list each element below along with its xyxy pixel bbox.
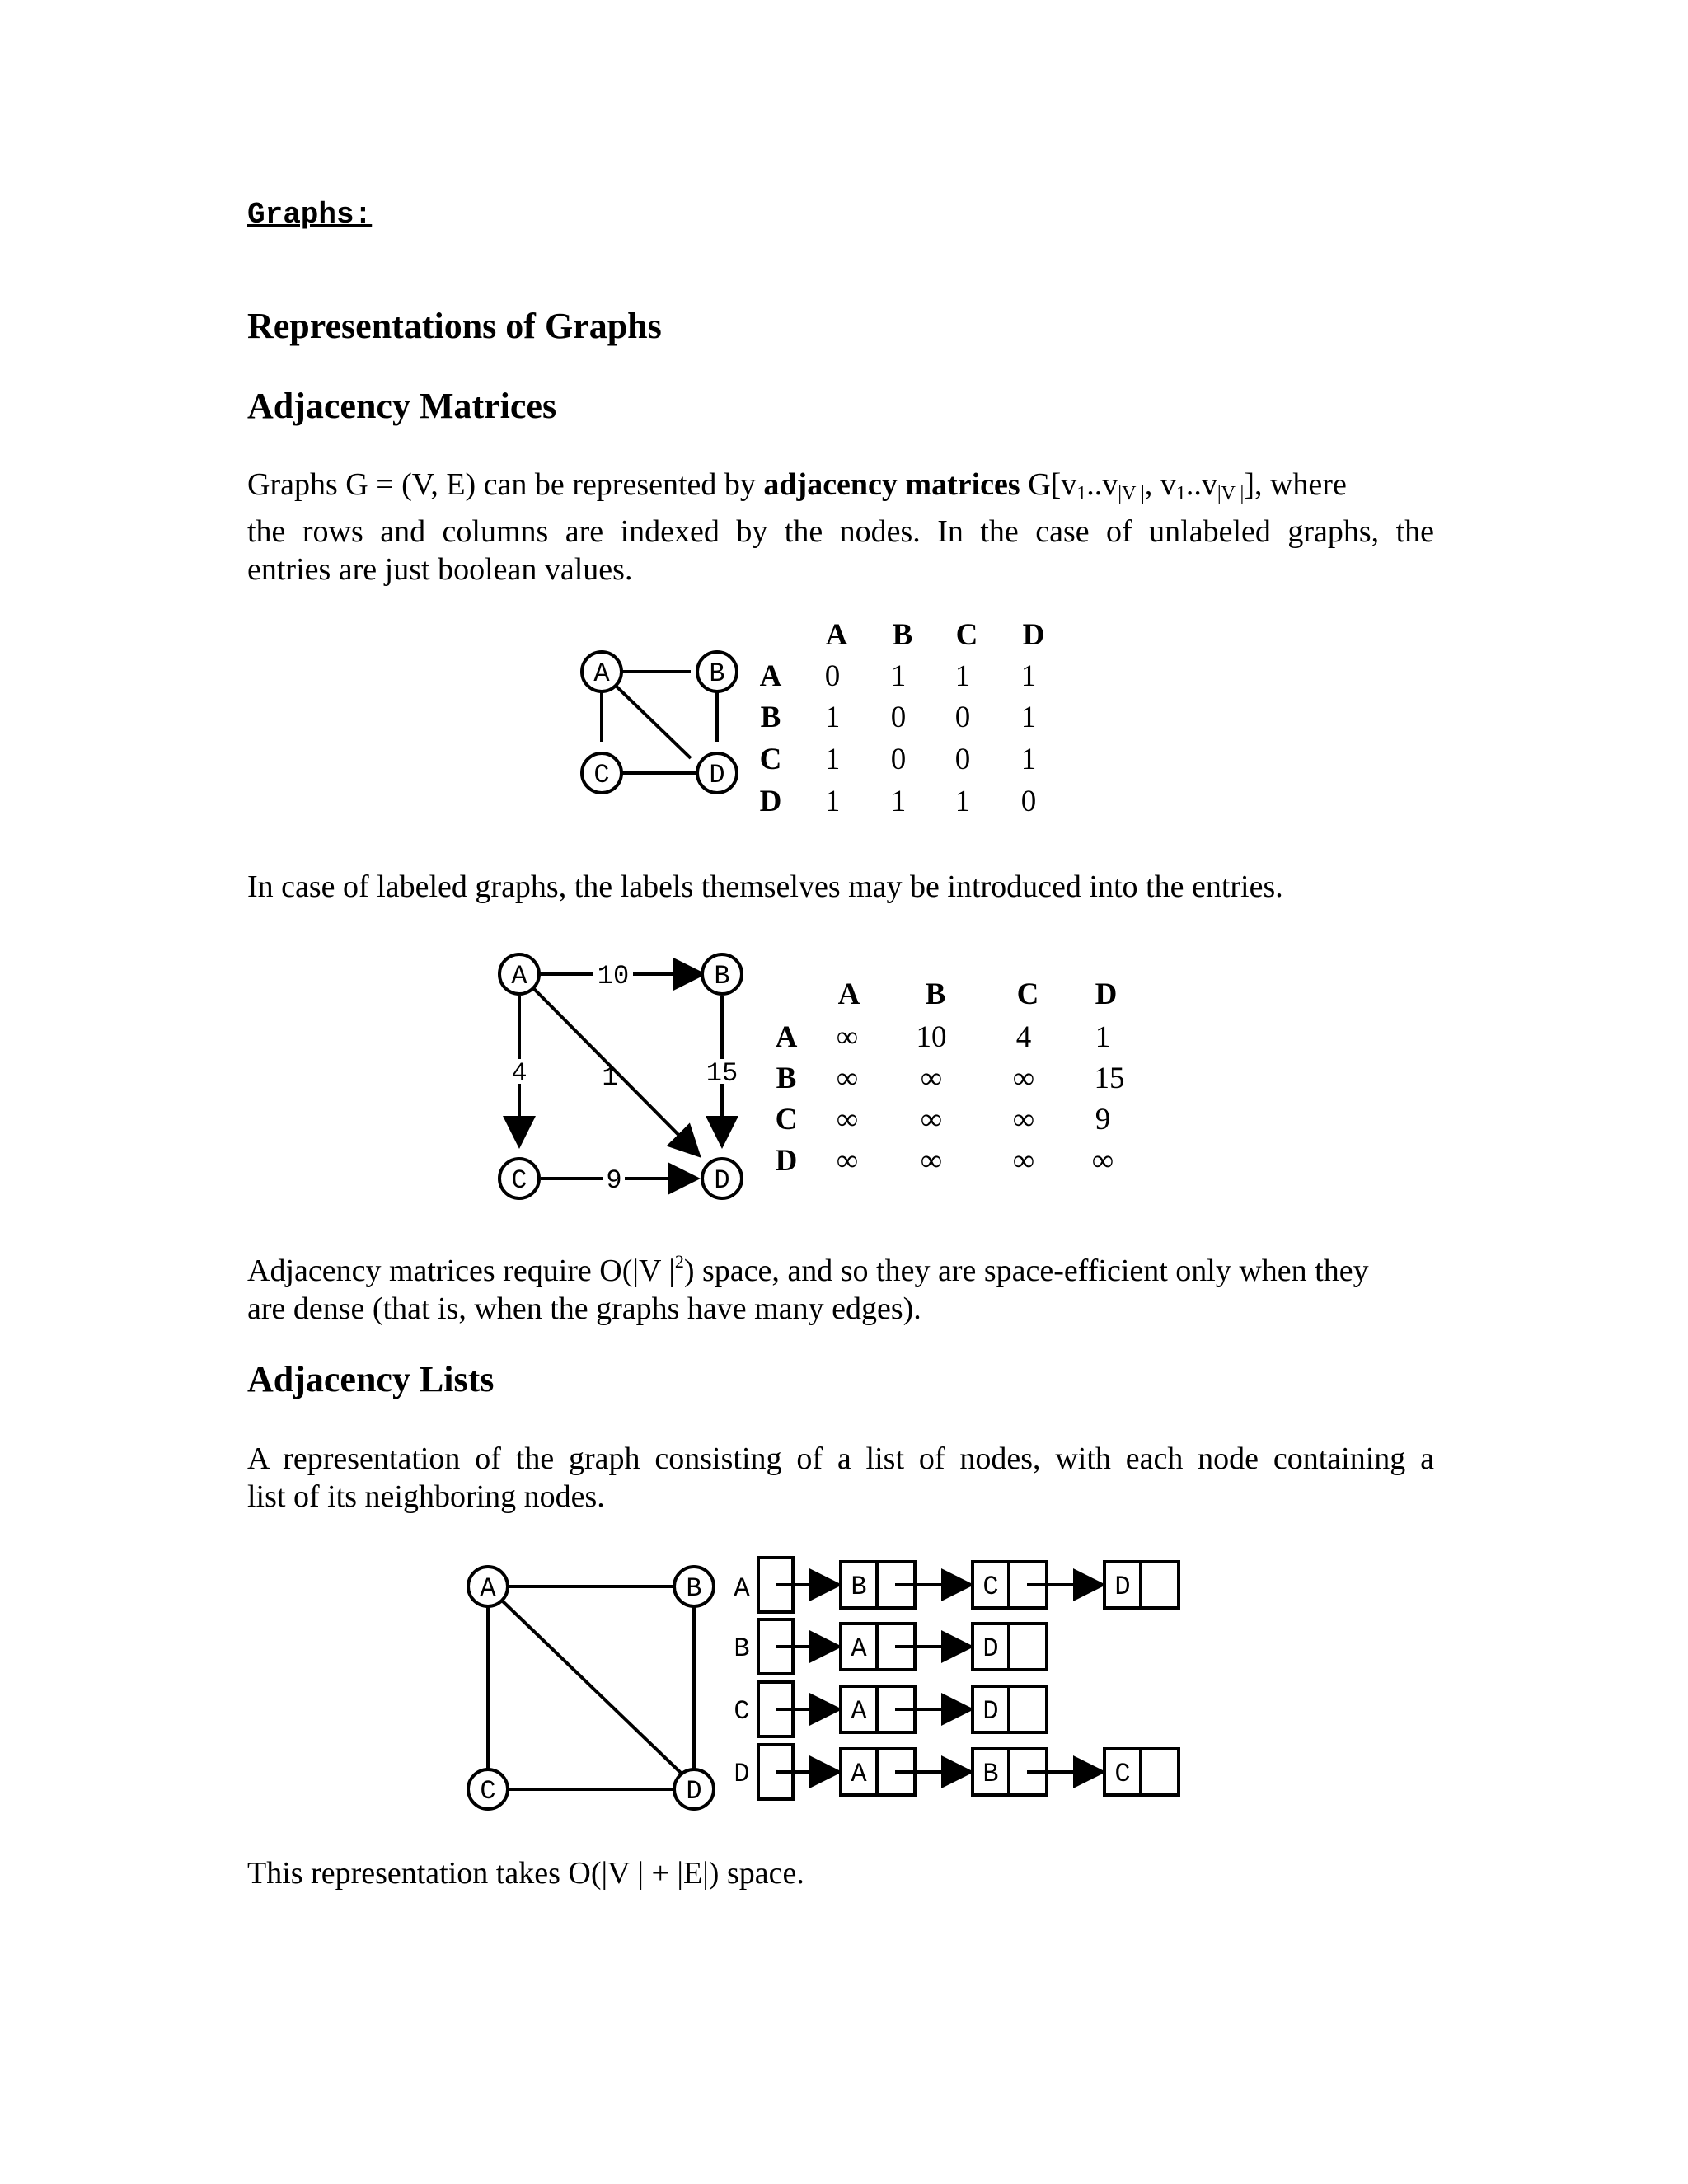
- paragraph-adjacency-matrices: [247, 466, 1434, 588]
- matrix-row-header: C: [775, 1103, 798, 1137]
- matrix-row-header: D: [759, 785, 782, 818]
- subsection-heading-adjacency-lists: Adjacency Lists: [247, 1359, 495, 1399]
- matrix-cell: ∞: [836, 1062, 859, 1095]
- para4-line1: A representation of the graph consisting of a list of nodes, with each node containing a: [247, 1441, 1434, 1476]
- matrix-cell: 1: [954, 659, 971, 693]
- node-label: C: [480, 1776, 496, 1807]
- node-label: C: [511, 1165, 528, 1196]
- graph-undirected: [468, 1567, 714, 1809]
- matrix-col-header: D: [1022, 618, 1045, 652]
- list-node-label: D: [982, 1633, 999, 1664]
- matrix-col-header: B: [892, 618, 913, 652]
- edge-label: 10: [597, 961, 630, 991]
- matrix-cell: ∞: [836, 1144, 859, 1178]
- matrix-cell: 1: [890, 659, 907, 693]
- list-node-label: D: [1114, 1572, 1131, 1602]
- para1-line2: the rows and columns are indexed by the nodes. In the case of unlabeled graphs, the: [247, 514, 1434, 549]
- node-label: A: [593, 658, 610, 689]
- matrix-cell: ∞: [1012, 1103, 1035, 1137]
- term-adjacency-matrices: adjacency matrices: [763, 467, 1020, 502]
- matrix-cell: ∞: [1012, 1144, 1035, 1178]
- matrix-cell: 0: [954, 701, 971, 734]
- edge-a-d: [503, 1601, 682, 1774]
- paragraph-adjacency-lists: [247, 1440, 1434, 1516]
- matrix-row-header: B: [776, 1062, 797, 1095]
- matrix-row-header: A: [759, 659, 782, 693]
- list-row-label: A: [734, 1573, 750, 1604]
- edge-label: 15: [706, 1058, 738, 1089]
- matrix-col-header: A: [825, 618, 848, 652]
- list-node-label: C: [982, 1572, 999, 1602]
- matrix-cell: ∞: [1012, 1062, 1035, 1095]
- node-label: D: [709, 760, 725, 790]
- matrix-cell: 0: [1020, 785, 1037, 818]
- matrix-cell: 0: [824, 659, 841, 693]
- matrix-cell: 1: [1020, 743, 1037, 776]
- matrix-cell: 9: [1095, 1103, 1111, 1137]
- matrix-cell: ∞: [836, 1020, 859, 1054]
- para4-line2: list of its neighboring nodes.: [247, 1479, 605, 1514]
- para3-line2: are dense (that is, when the graphs have many edges).: [247, 1291, 921, 1326]
- paragraph-list-space: This representation takes O(|V | + |E|) space.: [247, 1856, 804, 1891]
- list-node-label: A: [851, 1633, 867, 1664]
- matrix-row-header: A: [775, 1020, 798, 1054]
- matrix-col-header: A: [837, 977, 860, 1011]
- node-label: C: [593, 760, 610, 790]
- list-row-label: C: [734, 1696, 750, 1727]
- edge-label: 1: [602, 1062, 618, 1093]
- node-label: B: [709, 658, 725, 689]
- para1-line1: Graphs G = (V, E) can be represented by adjacency matrices $G[v_1..v_{|V |}$, $v_1..v_{|V |}$], where: [247, 467, 1347, 504]
- list-row-label: D: [734, 1759, 750, 1789]
- subsection-heading-adjacency-matrices: Adjacency Matrices: [247, 386, 557, 426]
- matrix-cell: 1: [824, 743, 841, 776]
- matrix-col-header: B: [925, 977, 946, 1011]
- list-node-label: C: [1114, 1759, 1131, 1789]
- section-heading-representations: Representations of Graphs: [247, 306, 662, 346]
- matrix-cell: ∞: [1091, 1144, 1114, 1178]
- edge-a-d: [615, 685, 691, 758]
- matrix-cell: 1: [824, 701, 841, 734]
- edge-label: 4: [511, 1058, 528, 1089]
- matrix-row-header: B: [760, 701, 781, 734]
- node-label: A: [511, 961, 528, 991]
- matrix-cell: 1: [954, 785, 971, 818]
- list-node-label: B: [982, 1759, 999, 1789]
- matrix-row-header: D: [775, 1144, 798, 1178]
- figure-adjacency-lists: [462, 1554, 1228, 1817]
- edge-label: 9: [606, 1165, 622, 1196]
- matrix-cell: 1: [1095, 1020, 1111, 1054]
- list-node-label: B: [851, 1572, 867, 1602]
- document-title: Graphs:: [247, 198, 373, 232]
- matrix-cell: ∞: [920, 1062, 943, 1095]
- matrix-cell: ∞: [920, 1144, 943, 1178]
- figure-unlabeled-graph-matrix: [569, 610, 1080, 841]
- matrix-cell: 1: [1020, 659, 1037, 693]
- list-node-label: A: [851, 1696, 867, 1727]
- matrix-cell: 0: [890, 743, 907, 776]
- node-label: D: [714, 1165, 730, 1196]
- matrix-cell: 4: [1015, 1020, 1032, 1054]
- node-label: D: [686, 1776, 702, 1807]
- node-label: B: [686, 1573, 702, 1604]
- matrix-row-header: C: [759, 743, 782, 776]
- para3-line1: Adjacency matrices require O(|V $|^2$) space, and so they are space-efficient only when they: [247, 1251, 1369, 1288]
- node-label: B: [714, 961, 730, 991]
- matrix-cell: 1: [1020, 701, 1037, 734]
- matrix-col-header: C: [955, 618, 978, 652]
- node-label: A: [480, 1573, 496, 1604]
- adjacency-list-rows: [758, 1558, 1179, 1799]
- matrix-cell: 10: [916, 1020, 947, 1054]
- list-row-label: B: [734, 1633, 750, 1664]
- matrix-cell: ∞: [920, 1103, 943, 1137]
- matrix-col-header: D: [1095, 977, 1118, 1011]
- matrix-cell: 1: [890, 785, 907, 818]
- list-node-label: D: [982, 1696, 999, 1727]
- matrix-cell: 15: [1094, 1062, 1125, 1095]
- matrix-cell: 0: [890, 701, 907, 734]
- matrix-cell: 1: [824, 785, 841, 818]
- matrix-cell: ∞: [836, 1103, 859, 1137]
- figure-labeled-graph-matrix: [486, 940, 1129, 1220]
- matrix-cell: 0: [954, 743, 971, 776]
- paragraph-matrix-space: [247, 1243, 1434, 1328]
- para1-line3: entries are just boolean values.: [247, 552, 633, 587]
- paragraph-labeled-graphs: In case of labeled graphs, the labels themselves may be introduced into the entries.: [247, 869, 1283, 904]
- list-node-label: A: [851, 1759, 867, 1789]
- matrix-col-header: C: [1016, 977, 1039, 1011]
